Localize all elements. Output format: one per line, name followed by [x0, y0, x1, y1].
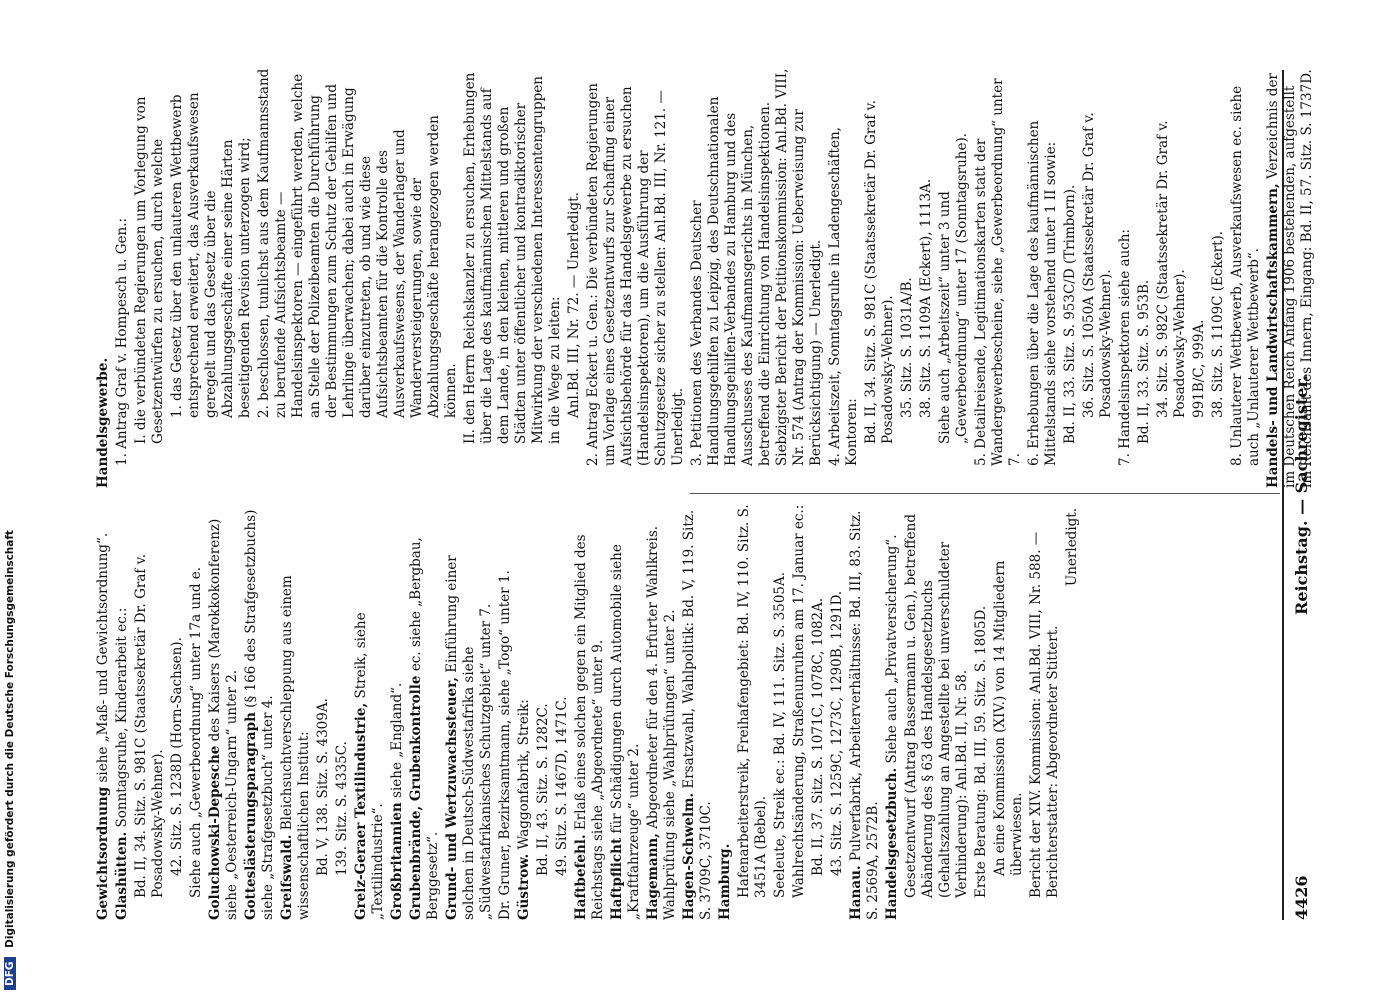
page-footer [4, 10, 24, 990]
index-entry [462, 68, 564, 488]
entry-text: 35. Sitz. S. 1031A/B. [899, 277, 915, 418]
index-entry [497, 500, 514, 920]
entry-text: 38. Sitz. S. 1109A (Eckert), 1113A. [918, 178, 934, 418]
entry-text: Ersatzwahl, Wahlpolitik: Bd. V, 119. Sitz. S. 3709C, 3710C. [681, 509, 714, 920]
index-entry [717, 500, 734, 920]
index-entry [256, 68, 460, 488]
page-number: 4426 [1292, 875, 1311, 920]
entry-heading: Handelsgewerbe. [95, 357, 111, 488]
index-entry [334, 500, 351, 920]
entry-heading: Hagemann, [645, 833, 661, 920]
entry-text: 3. Petitionen des Verbandes Deutscher Handlungsgehilfen zu Leipzig, des Deutschnationalen Handlungsgehilfen-Verbandes zu Hamburg und des Ausschusses des Kaufmannsgerichts in München, betreffend die Einrichtung von Handelsinspektionen. Siebzigster Bericht der Petitionskommission: Anl.Bd. VIII, Nr. 574 (Antrag der Kommission: Ueberweisung zur Berücksichtigung) — Unerledigt. [689, 68, 824, 466]
index-entry [243, 500, 277, 920]
index-entry [389, 500, 406, 920]
index-entry [516, 500, 533, 920]
running-title: Reichstag. — Sachregister. [1292, 375, 1311, 615]
index-entry [1210, 68, 1227, 488]
index-entry [207, 500, 241, 920]
dfg-logo: DFG [4, 957, 16, 990]
entry-text: Sonntagsruhe, Kinderarbeit ec.: [114, 607, 130, 832]
left-column [95, 500, 1083, 920]
index-entry [736, 500, 770, 920]
index-entry [1081, 68, 1115, 488]
entry-text: Bd. II, 43. Sitz. S. 1282C. [535, 703, 551, 876]
entry-heading: Güstrow. [516, 853, 532, 920]
footer-text: Digitalisierung gefördert durch die Deutsche Forschungsgemeinschaft [4, 530, 16, 948]
index-entry [554, 500, 571, 920]
entry-heading: Grund- und Wertzuwachssteuer, [444, 677, 460, 920]
entry-text: Bd. II, 33. Sitz. S. 953C/D (Trimborn). [1062, 184, 1078, 444]
index-entry [1064, 500, 1081, 920]
entry-text: 2. Antrag Eckert u. Gen.: Die verbündeten Regierungen um Vorlage eines Gesetzentwurfs zur Schaffung einer Aufsichtsbehörde für das Handelsgewerbe zu ersuchen (Handelsinspektoren), um die Ausführung der Schutzgesetze sicher zu stellen: Anl.Bd. III, Nr. 121. — Unerledigt. [585, 83, 686, 466]
index-entry [566, 68, 583, 488]
entry-text: Wahlrechtsänderung, Straßenunruhen am 17. Januar ec.: [791, 504, 807, 898]
entry-text: 8. Unlauterer Wettbewerb, Ausverkaufswesen ec. siehe auch „Unlauterer Wettbewerb“. [1229, 85, 1262, 466]
index-entry [585, 68, 687, 488]
index-entry [1117, 68, 1134, 488]
entry-text: 43. Sitz. S. 1259C, 1273C, 1290B, 1291D. [829, 590, 845, 876]
index-entry [848, 500, 882, 920]
index-entry [279, 500, 313, 920]
entry-text: Bericht der XIV. Kommission: Anl.Bd. VIII, Nr. 588. — Berichterstatter: Abgeordneter Stittert. [1028, 531, 1061, 898]
entry-heading: Hamburg. [717, 843, 733, 920]
entry-text: 38. Sitz. S. 1109C (Eckert). [1210, 230, 1226, 418]
entry-heading: Haftpflicht [609, 837, 625, 920]
entry-text: Siehe auch „Arbeitszeit“ unter 3 und „Gewerbeordnung“ unter 17 (Sonntagsruhe). [937, 132, 970, 444]
entry-text: 991B/C, 999A. [1191, 319, 1207, 418]
index-entry [1229, 68, 1263, 488]
index-entry [1028, 500, 1062, 920]
entry-heading: Handelsgesetzbuch. [884, 767, 900, 920]
entry-text: für Schädigungen durch Automobile siehe „Kraftfahrzeuge“ unter 2. [609, 544, 642, 920]
index-entry [444, 500, 495, 920]
entry-heading: Greiz-Geraer Textilindustrie, [353, 702, 369, 920]
entry-text: siehe „Maß- und Gewichtsordnung“. [95, 532, 111, 787]
entry-text: Siehe auch „Gewerbeordnung“ unter 17a und e. [188, 566, 204, 898]
index-entry [791, 500, 808, 920]
entry-text: Bd. II, 37. Sitz. S. 1071C, 1078C, 1082A. [810, 597, 826, 876]
entry-text: 7. Handelsinspektoren siehe auch: [1117, 228, 1133, 466]
entry-text: Seeleute, Streik ec.: Bd. IV, 111. Sitz. S. 3505A. [772, 571, 788, 898]
index-entry [169, 68, 254, 488]
index-entry [992, 500, 1026, 920]
entry-text: Abgeordneter für den 4. Erfurter Wahlkreis. Wahlprüfung siehe „Wahlprüfungen“ unter 2. [645, 525, 678, 920]
entry-text: II. den Herrn Reichskanzler zu ersuchen, Erhebungen über die Lage des kaufmännischen Mittelstands auf dem Lande, in den kleinen, mittleren und großen Städten unter öffentlicher und kontradiktorischer Mitwirkung der verschiedenen Interessentengruppen in die Wege zu leiten: [462, 72, 563, 444]
entry-text: 34. Sitz. S. 982C (Staatssekretär Dr. Graf v. Posadowsky-Wehner). [1155, 120, 1188, 418]
entry-text: 6. Erhebungen über die Lage des kaufmännischen Mittelstands siehe vorstehend unter 1 II sowie: [1026, 120, 1059, 466]
entry-text: Bd. II, 34. Sitz. S. 981C (Staatssekretär Dr. Graf v. Posadowsky-Wehner). [133, 554, 166, 898]
entry-heading: Handels- und Landwirtschaftskammern, [1265, 183, 1281, 488]
index-entry [1191, 68, 1208, 488]
index-entry [1265, 68, 1316, 488]
index-entry [810, 500, 827, 920]
entry-text: 42. Sitz. S. 1238D (Horn-Sachsen). [169, 637, 185, 876]
entry-text: An eine Kommission (XIV.) von 14 Mitgliedern überwiesen. [992, 560, 1025, 876]
entry-text: Erlaß eines solchen gegen ein Mitglied des Reichstags siehe „Abgeordnete“ unter 9. [573, 534, 606, 920]
entry-text: 49. Sitz. S. 1467D, 1471C. [554, 696, 570, 876]
entry-heading: Hagen-Schwelm. [681, 792, 697, 920]
entry-text: 1. das Gesetz über den unlauteren Wettbewerb entsprechend erweitert, das Ausverkaufswesen geregelt und das Gesetz über die Abzahlungsgeschäfte einer seine Härten beseitigenden Revision unterzogen wird; [169, 92, 253, 418]
index-entry [645, 500, 679, 920]
index-entry [188, 500, 205, 920]
entry-text: Einführung einer solchen in Deutsch-Südwestafrika siehe „Südwestafrikanisches Schutzgebiet“ unter 7. [444, 555, 494, 920]
entry-text: Pulverfabrik, Arbeiterverhältnisse: Bd. III, 83. Sitz. S. 2569A, 2572B. [848, 510, 881, 920]
entry-text: Unerledigt. [1064, 508, 1080, 587]
index-entry [1155, 68, 1189, 488]
index-entry [408, 500, 442, 920]
entry-heading: Gewichtsordnung [95, 786, 111, 920]
index-entry [937, 68, 971, 488]
index-entry [689, 68, 825, 488]
index-entry [133, 68, 167, 488]
index-entry [609, 500, 643, 920]
index-entry [114, 68, 131, 488]
entry-heading: Greifswald. [279, 834, 295, 920]
entry-heading: Gotteslästerungsparagraph [243, 712, 259, 920]
index-entry [95, 68, 112, 488]
entry-heading: Glashütten. [114, 831, 130, 920]
entry-text: I. die verbündeten Regierungen um Vorlegung von Gesetzentwürfen zu ersuchen, durch welche [133, 96, 166, 444]
entry-text: 139. Sitz. S. 4335C. [334, 741, 350, 876]
index-entry [169, 500, 186, 920]
entry-text: Dr. Gruner, Bezirksamtmann, siehe „Togo“ unter 1. [497, 570, 513, 920]
entry-heading: Hanau. [848, 865, 864, 920]
index-entry [95, 500, 112, 920]
entry-text: siehe „England“. [389, 682, 405, 803]
index-entry [315, 500, 332, 920]
index-entry [899, 68, 916, 488]
entry-heading: Grubenbrände, Grubenkontrolle [408, 675, 424, 920]
right-column [95, 68, 1318, 488]
entry-text: Bd. II, 33. Sitz. S. 953B. [1136, 279, 1152, 444]
index-entry [573, 500, 607, 920]
entry-text: 36. Sitz. S. 1050A (Staatssekretär Dr. Graf v. Posadowsky-Wehner). [1081, 112, 1114, 418]
entry-text: Bd. V, 138. Sitz. S. 4309A. [315, 698, 331, 876]
entry-text: Bd. II, 34. Sitz. S. 981C (Staatssekretär Dr. Graf v. Posadowsky-Wehner). [863, 100, 896, 444]
entry-heading: Haftbefehl. [573, 834, 589, 920]
entry-text: Waggonfabrik, Streik: [516, 699, 532, 854]
index-entry [918, 68, 935, 488]
entry-text: 4. Arbeitszeit, Sonntagsruhe in Ladengeschäften, Kontoren: [827, 127, 860, 466]
index-entry [863, 68, 897, 488]
entry-text: Streik, siehe „Textilindustrie“. [353, 612, 386, 920]
entry-text: ec. siehe „Bergbau, Berggesetz“. [408, 537, 441, 920]
index-entry [884, 500, 901, 920]
index-entry [1026, 68, 1060, 488]
entry-text: 2. beschlossen, tunlichst aus dem Kaufmannsstand zu berufende Aufsichtsbeamte — Handelsinspektoren — eingeführt werden, welche an Stelle der Polizeibeamten die Durchführung der Bestimmungen zum Schutz der Gehilfen und Lehrlinge überwachen; dabei auch in Erwägung darüber einzutreten, ob und wie diese Aufsichtsbeamten für die Kontrolle des Ausverkaufswesens, der Wanderlager und Wanderversteigerungen, sowie der Abzahlungsgeschäfte herangezogen werden können. [256, 68, 459, 418]
entry-text: 5. Detailreisende, Legitimationskarten statt der Wandergewerbescheine, siehe „Gewerbeordnung“ unter 7. [973, 78, 1023, 466]
index-entry [1136, 68, 1153, 488]
column-divider [690, 493, 1280, 494]
index-entry [114, 500, 131, 920]
entry-text: Erste Beratung: Bd. III, 59. Sitz. S. 1805D. [973, 605, 989, 898]
index-entry [535, 500, 552, 920]
index-entry [681, 500, 715, 920]
entry-text: des Kaisers (Marokkokonferenz) siehe „Oesterreich-Ungarn“ unter 2. [207, 518, 240, 920]
entry-text: Hafenarbeiterstreik, Freihafengebiet: Bd. IV, 110. Sitz. S. 3451A (Bebel). [736, 504, 769, 898]
entry-text: Verzeichnis der im Deutschen Reich Anfang 1906 bestehenden, aufgestellt im Reichsamt des Innern, Eingang: Bd. II, 57. Sitz. S. 1737D. [1265, 69, 1315, 488]
entry-heading: Goluchowski-Depesche [207, 745, 223, 920]
entry-text: (§ 166 des Strafgesetzbuchs) siehe „Strafgesetzbuch“ unter 4. [243, 509, 276, 920]
index-entry [827, 68, 861, 488]
index-entry [772, 500, 789, 920]
index-entry [133, 500, 167, 920]
entry-text: Gesetzentwurf (Antrag Bassermann u. Gen.), betreffend Abänderung des § 63 des Handelsgesetzbuchs (Gehaltszahlung an Angestellte bei unverschuldeter Verhinderung): Anl.Bd. II, Nr. 58. [903, 514, 970, 898]
index-entry [829, 500, 846, 920]
index-entry [973, 500, 990, 920]
index-entry [1062, 68, 1079, 488]
entry-text: Bleichsuchtverschleppung aus einem wissenschaftlichen Institut: [279, 575, 312, 920]
entry-text: Siehe auch „Privatversicherung“. [884, 534, 900, 768]
index-entry [353, 500, 387, 920]
entry-text: Anl.Bd. III, Nr. 72. — Unerledigt. [566, 192, 582, 418]
index-entry [973, 68, 1024, 488]
entry-text: 1. Antrag Graf v. Hompesch u. Gen.: [114, 217, 130, 466]
entry-heading: Großbritannien [389, 802, 405, 920]
index-entry [903, 500, 971, 920]
